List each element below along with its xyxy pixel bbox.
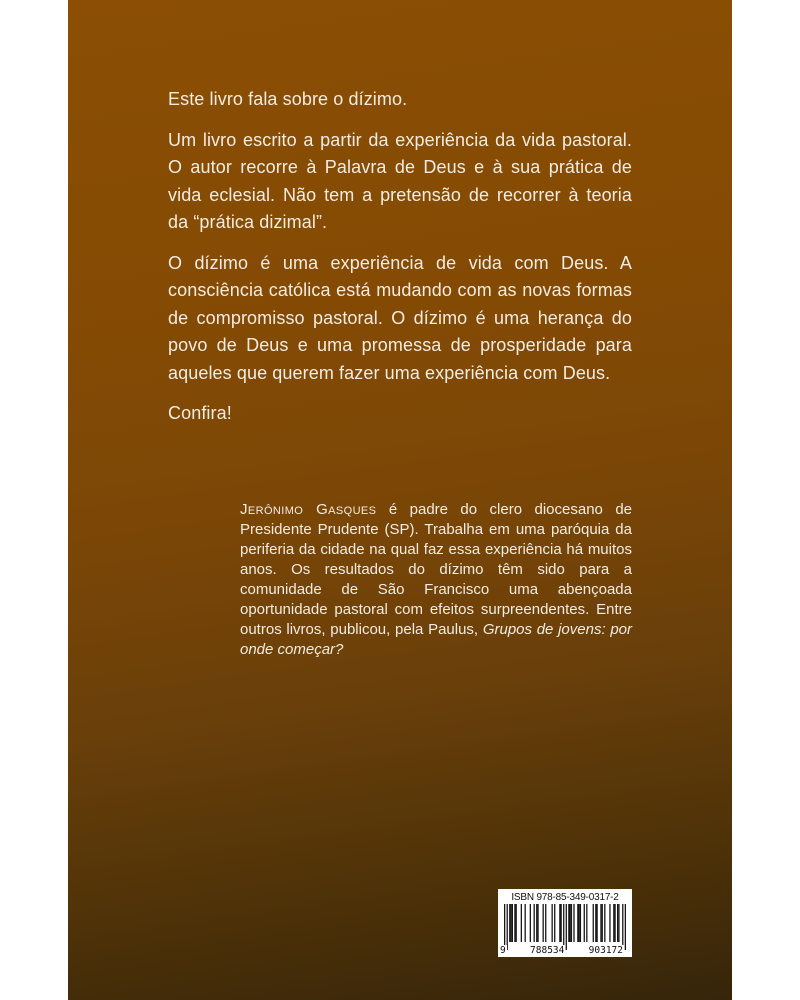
blurb-paragraph-2: Um livro escrito a partir da experiência da vida pastoral. O autor recorre à Palavra de Deus e à sua prática de vida eclesial. Não tem a pretensão de recorrer à teoria da “prática dizimal”. bbox=[168, 129, 632, 232]
isbn-label: ISBN 978-85-349-0317-2 bbox=[511, 892, 619, 903]
isbn-barcode-box bbox=[498, 889, 632, 957]
blurb-paragraph-confira: Confira! bbox=[168, 403, 232, 423]
author-name: Jerônimo Gasques bbox=[240, 501, 377, 518]
author-bio-text: é padre do clero diocesano de Presidente Prudente (SP). Trabalha em uma paróquia da periferia da cidade na qual faz essa experiência há muitos anos. Os resultados do dízimo têm sido para a comunidade de São Francisco uma abençoada oportunidade pastoral com efeitos surpreendentes. Entre outros livros, publicou, pela Paulus, bbox=[240, 501, 633, 638]
author-bio bbox=[240, 500, 632, 660]
barcode-digit-group-2: 903172 bbox=[588, 945, 623, 956]
blurb-paragraph-intro: Este livro fala sobre o dízimo. bbox=[168, 89, 408, 109]
barcode-bars bbox=[504, 904, 626, 950]
barcode-digit-group-1: 788534 bbox=[530, 945, 565, 956]
barcode-digits bbox=[498, 945, 632, 956]
barcode-digit-left: 9 bbox=[500, 945, 506, 956]
book-back-cover bbox=[68, 0, 732, 1000]
author-book-title: Grupos de jovens: por onde começar? bbox=[240, 621, 632, 658]
blurb-paragraph-3: O dízimo é uma experiência de vida com Deus. A consciência católica está mudando com as novas formas de compromisso pastoral. O dízimo é uma herança do povo de Deus e uma promessa de prosperidade para aqueles que querem fazer uma experiência com Deus. bbox=[168, 252, 632, 383]
blurb-text-block bbox=[168, 86, 632, 441]
